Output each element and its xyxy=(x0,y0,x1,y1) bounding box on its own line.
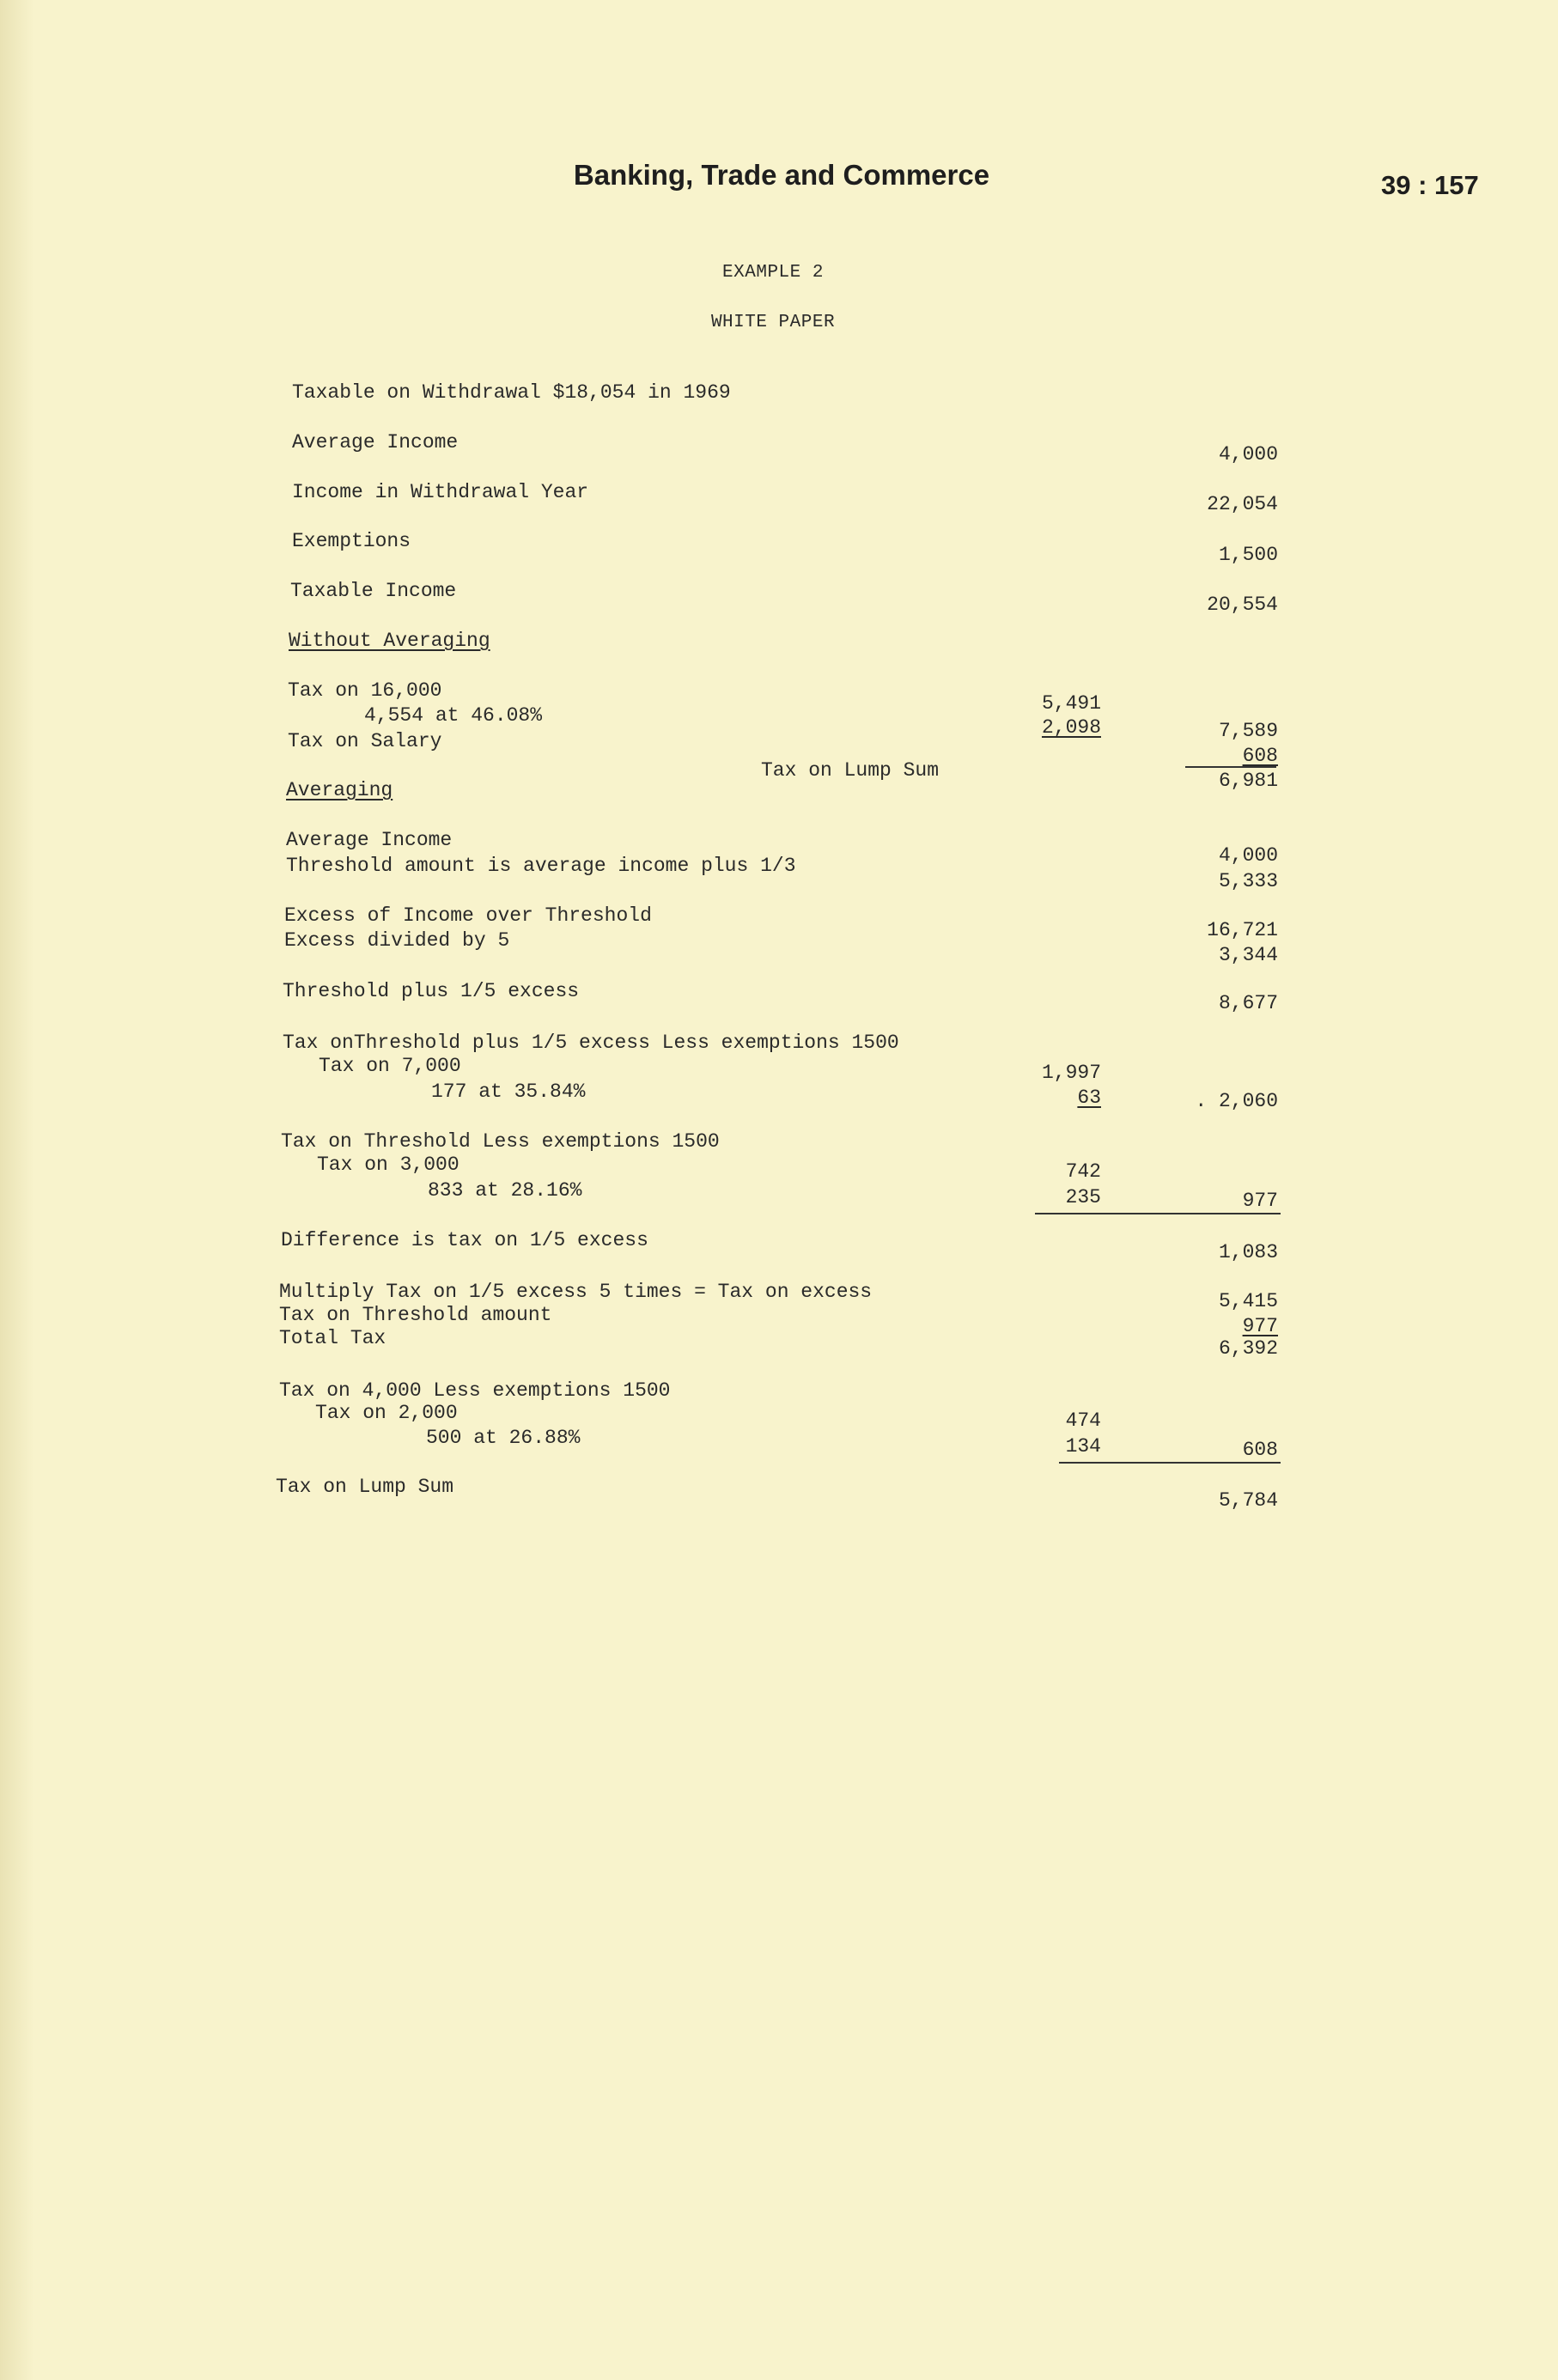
excess-value: 16,721 xyxy=(1207,919,1278,941)
rate-833-value: 235 xyxy=(1065,1186,1101,1208)
page-gutter-shadow xyxy=(0,0,34,2380)
total-tax-label: Total Tax xyxy=(279,1327,386,1349)
taxable-income-label: Taxable Income xyxy=(290,580,457,602)
taxable-withdrawal-heading: Taxable on Withdrawal $18,054 in 1969 xyxy=(292,381,731,404)
averaging-heading: Averaging xyxy=(286,779,393,801)
exemptions-label: Exemptions xyxy=(292,530,411,552)
sum-rule xyxy=(1185,766,1276,768)
total-tax-value: 6,392 xyxy=(1218,1337,1278,1360)
excess-label: Excess of Income over Threshold xyxy=(284,904,652,927)
tax-threshold-amount-value: 977 xyxy=(1242,1315,1278,1337)
example-subtitle: WHITE PAPER xyxy=(710,313,836,332)
running-header-title: Banking, Trade and Commerce xyxy=(573,159,990,191)
taxable-income-value: 20,554 xyxy=(1207,593,1278,616)
average-income-value-2: 4,000 xyxy=(1218,844,1278,867)
tax-on-7000-label: Tax on 7,000 xyxy=(319,1055,461,1077)
lump-sum-value-averaging: 5,784 xyxy=(1218,1489,1278,1512)
rate-500-value: 134 xyxy=(1065,1435,1101,1458)
excess-divided-value: 3,344 xyxy=(1218,944,1278,966)
tax-on-16000-label: Tax on 16,000 xyxy=(288,679,442,702)
rate-500-label: 500 at 26.88% xyxy=(426,1427,581,1449)
without-averaging-heading: Without Averaging xyxy=(289,630,490,652)
tax-on-16000-value: 5,491 xyxy=(1041,692,1101,715)
tax-on-4000-label: Tax on 4,000 Less exemptions 1500 xyxy=(279,1379,671,1402)
tax-threshold-less-label: Tax on Threshold Less exemptions 1500 xyxy=(281,1130,720,1153)
excess-divided-label: Excess divided by 5 xyxy=(284,929,510,952)
rate-833-label: 833 at 28.16% xyxy=(428,1179,582,1202)
tax-on-2000-value: 474 xyxy=(1065,1409,1101,1432)
tax-on-3000-value: 742 xyxy=(1065,1160,1101,1183)
exemptions-value: 1,500 xyxy=(1218,544,1278,566)
example-label: EXAMPLE 2 xyxy=(722,263,824,283)
multiply-value: 5,415 xyxy=(1218,1290,1278,1312)
tax-sum-value: 7,589 xyxy=(1218,720,1278,742)
rate-177-total: . 2,060 xyxy=(1195,1090,1278,1112)
threshold-label: Threshold amount is average income plus 1/3 xyxy=(286,855,796,877)
tax-on-3000-label: Tax on 3,000 xyxy=(317,1153,459,1176)
page-number: 39 : 157 xyxy=(1381,170,1479,200)
average-income-value: 4,000 xyxy=(1218,443,1278,466)
salary-tax-value: 608 xyxy=(1242,745,1278,767)
average-income-label: Average Income xyxy=(292,431,459,453)
tax-on-7000-value: 1,997 xyxy=(1041,1062,1101,1084)
average-income-label-2: Average Income xyxy=(286,829,453,851)
multiply-label: Multiply Tax on 1/5 excess 5 times = Tax on excess xyxy=(279,1281,873,1303)
threshold-plus-label: Threshold plus 1/5 excess xyxy=(283,980,580,1002)
tax-on-lump-sum-label: Tax on Lump Sum xyxy=(761,759,940,782)
rate-4554-value: 2,098 xyxy=(1041,716,1101,739)
subtotal-rule xyxy=(1035,1213,1281,1214)
rate-833-total: 977 xyxy=(1242,1190,1278,1212)
rate-177-label: 177 at 35.84% xyxy=(431,1080,586,1103)
lump-sum-value-without-averaging: 6,981 xyxy=(1218,770,1278,792)
threshold-plus-value: 8,677 xyxy=(1218,992,1278,1014)
tax-on-lump-sum-label-2: Tax on Lump Sum xyxy=(276,1476,454,1498)
difference-label: Difference is tax on 1/5 excess xyxy=(281,1229,648,1251)
income-withdrawal-label: Income in Withdrawal Year xyxy=(292,481,589,503)
rate-177-value: 63 xyxy=(1077,1087,1101,1109)
rate-500-total: 608 xyxy=(1242,1439,1278,1461)
income-withdrawal-value: 22,054 xyxy=(1207,493,1278,515)
threshold-value: 5,333 xyxy=(1218,870,1278,892)
tax-threshold-amount-label: Tax on Threshold amount xyxy=(279,1304,552,1326)
tax-threshold-plus-label: Tax onThreshold plus 1/5 excess Less exemptions 1500 xyxy=(283,1032,899,1054)
rate-4554-label: 4,554 at 46.08% xyxy=(364,704,543,727)
tax-on-2000-label: Tax on 2,000 xyxy=(315,1402,458,1424)
final-rule xyxy=(1059,1462,1281,1464)
tax-on-salary-label: Tax on Salary xyxy=(288,730,442,752)
difference-value: 1,083 xyxy=(1218,1241,1278,1263)
